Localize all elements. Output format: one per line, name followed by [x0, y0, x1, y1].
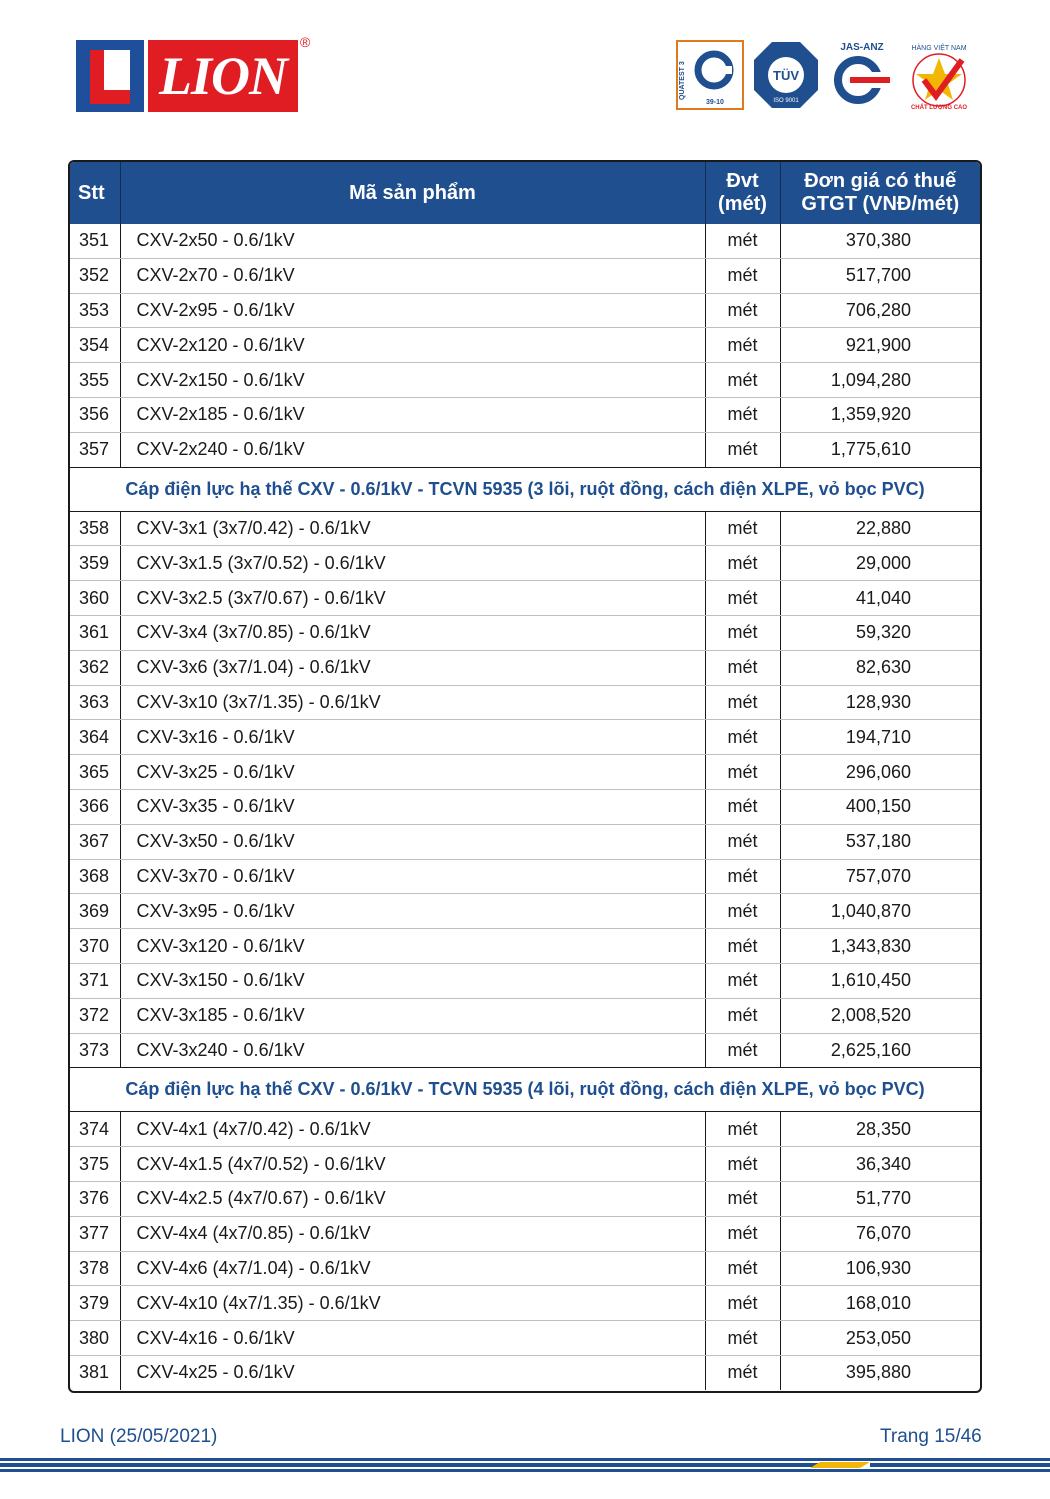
table-row [70, 1147, 980, 1182]
cell-unit: mét [705, 1181, 780, 1216]
cell-stt: 381 [70, 1355, 120, 1389]
cell-stt: 367 [70, 824, 120, 859]
cell-stt: 376 [70, 1181, 120, 1216]
cell-product-code: CXV-3x70 - 0.6/1kV [120, 859, 705, 894]
cell-unit: mét [705, 363, 780, 398]
cell-unit: mét [705, 1286, 780, 1321]
table-row [70, 1321, 980, 1356]
cell-unit: mét [705, 224, 780, 258]
cell-product-code: CXV-2x95 - 0.6/1kV [120, 293, 705, 328]
cell-price: 128,930 [780, 685, 980, 720]
cell-product-code: CXV-3x1 (3x7/0.42) - 0.6/1kV [120, 511, 705, 546]
cell-product-code: CXV-3x1.5 (3x7/0.52) - 0.6/1kV [120, 546, 705, 581]
cell-product-code: CXV-4x16 - 0.6/1kV [120, 1321, 705, 1356]
cell-price: 82,630 [780, 650, 980, 685]
table-header-row [70, 162, 980, 224]
cell-unit: mét [705, 685, 780, 720]
cell-unit: mét [705, 859, 780, 894]
table-row [70, 546, 980, 581]
cell-price: 106,930 [780, 1251, 980, 1286]
cell-stt: 354 [70, 328, 120, 363]
registered-mark: ® [300, 34, 311, 50]
cell-price: 296,060 [780, 755, 980, 790]
table-row [70, 511, 980, 546]
cell-product-code: CXV-2x185 - 0.6/1kV [120, 397, 705, 432]
cell-stt: 371 [70, 963, 120, 998]
cell-price: 921,900 [780, 328, 980, 363]
cell-unit: mét [705, 894, 780, 929]
table-row [70, 859, 980, 894]
section-title: Cáp điện lực hạ thế CXV - 0.6/1kV - TCVN 5935 (4 lõi, ruột đồng, cách điện XLPE, vỏ bọc PVC) [70, 1068, 980, 1112]
table-row [70, 685, 980, 720]
cell-product-code: CXV-4x1 (4x7/0.42) - 0.6/1kV [120, 1112, 705, 1147]
cell-product-code: CXV-3x35 - 0.6/1kV [120, 789, 705, 824]
header-unit-line1: Đvt [726, 170, 759, 192]
cell-price: 1,775,610 [780, 432, 980, 467]
cell-stt: 380 [70, 1321, 120, 1356]
cell-stt: 373 [70, 1033, 120, 1068]
table-row [70, 397, 980, 432]
cell-unit: mét [705, 998, 780, 1033]
cell-price: 1,359,920 [780, 397, 980, 432]
cell-unit: mét [705, 1147, 780, 1182]
cell-product-code: CXV-3x10 (3x7/1.35) - 0.6/1kV [120, 685, 705, 720]
cell-product-code: CXV-3x150 - 0.6/1kV [120, 963, 705, 998]
certification-logos [676, 40, 976, 110]
quatest3-logo [676, 40, 744, 110]
cell-price: 1,040,870 [780, 894, 980, 929]
cell-product-code: CXV-4x10 (4x7/1.35) - 0.6/1kV [120, 1286, 705, 1321]
cell-price: 1,343,830 [780, 929, 980, 964]
cell-stt: 369 [70, 894, 120, 929]
table-body [70, 224, 980, 1390]
cell-stt: 365 [70, 755, 120, 790]
cell-stt: 364 [70, 720, 120, 755]
cell-price: 59,320 [780, 615, 980, 650]
cell-unit: mét [705, 650, 780, 685]
cell-stt: 374 [70, 1112, 120, 1147]
cell-price: 1,094,280 [780, 363, 980, 398]
cell-stt: 377 [70, 1216, 120, 1251]
table-row [70, 650, 980, 685]
header-price-line2: GTGT (VNĐ/mét) [801, 193, 960, 215]
cell-unit: mét [705, 581, 780, 616]
cell-unit: mét [705, 615, 780, 650]
cell-unit: mét [705, 1355, 780, 1389]
header-unit [705, 162, 780, 224]
cell-product-code: CXV-3x4 (3x7/0.85) - 0.6/1kV [120, 615, 705, 650]
tuv-label: TÜV [773, 68, 799, 83]
table-row [70, 720, 980, 755]
cell-unit: mét [705, 1321, 780, 1356]
cell-unit: mét [705, 397, 780, 432]
cell-product-code: CXV-2x120 - 0.6/1kV [120, 328, 705, 363]
cell-price: 706,280 [780, 293, 980, 328]
cell-price: 2,008,520 [780, 998, 980, 1033]
cell-unit: mét [705, 755, 780, 790]
cell-price: 36,340 [780, 1147, 980, 1182]
cell-price: 51,770 [780, 1181, 980, 1216]
cell-price: 2,625,160 [780, 1033, 980, 1068]
cell-product-code: CXV-4x6 (4x7/1.04) - 0.6/1kV [120, 1251, 705, 1286]
table-row [70, 432, 980, 467]
header-unit-line2: (mét) [718, 193, 767, 215]
cell-stt: 359 [70, 546, 120, 581]
cell-price: 28,350 [780, 1112, 980, 1147]
section-title: Cáp điện lực hạ thế CXV - 0.6/1kV - TCVN 5935 (3 lõi, ruột đồng, cách điện XLPE, vỏ bọc PVC) [70, 467, 980, 511]
header-price [780, 162, 980, 224]
cell-price: 370,380 [780, 224, 980, 258]
cell-stt: 351 [70, 224, 120, 258]
cell-stt: 356 [70, 397, 120, 432]
table-row [70, 258, 980, 293]
cell-unit: mét [705, 1216, 780, 1251]
table-row [70, 755, 980, 790]
cell-stt: 375 [70, 1147, 120, 1182]
cell-price: 22,880 [780, 511, 980, 546]
table-row [70, 1251, 980, 1286]
cell-product-code: CXV-3x2.5 (3x7/0.67) - 0.6/1kV [120, 581, 705, 616]
cell-price: 517,700 [780, 258, 980, 293]
header-stt: Stt [70, 162, 120, 224]
cell-product-code: CXV-2x150 - 0.6/1kV [120, 363, 705, 398]
section-header-row [70, 1068, 980, 1112]
cell-product-code: CXV-3x95 - 0.6/1kV [120, 894, 705, 929]
cell-unit: mét [705, 963, 780, 998]
cell-stt: 357 [70, 432, 120, 467]
cell-product-code: CXV-3x240 - 0.6/1kV [120, 1033, 705, 1068]
cell-product-code: CXV-2x50 - 0.6/1kV [120, 224, 705, 258]
table-row [70, 998, 980, 1033]
lion-logo [76, 40, 296, 112]
cell-product-code: CXV-3x25 - 0.6/1kV [120, 755, 705, 790]
cell-unit: mét [705, 328, 780, 363]
footer-date: LION (25/05/2021) [60, 1426, 218, 1447]
jas-anz-label: JAS-ANZ [840, 42, 884, 53]
cell-stt: 355 [70, 363, 120, 398]
cell-stt: 379 [70, 1286, 120, 1321]
cell-stt: 368 [70, 859, 120, 894]
cell-product-code: CXV-2x70 - 0.6/1kV [120, 258, 705, 293]
cell-product-code: CXV-2x240 - 0.6/1kV [120, 432, 705, 467]
cell-price: 76,070 [780, 1216, 980, 1251]
cell-price: 29,000 [780, 546, 980, 581]
table-row [70, 363, 980, 398]
cell-product-code: CXV-4x25 - 0.6/1kV [120, 1355, 705, 1389]
header-price-line1: Đơn giá có thuế [804, 170, 957, 192]
cell-price: 400,150 [780, 789, 980, 824]
cell-product-code: CXV-3x6 (3x7/1.04) - 0.6/1kV [120, 650, 705, 685]
quatest3-number: 39-10 [706, 99, 724, 106]
cell-price: 253,050 [780, 1321, 980, 1356]
lion-logo-text: LION [148, 40, 298, 112]
cell-stt: 358 [70, 511, 120, 546]
cell-stt: 361 [70, 615, 120, 650]
hvn-bottom: CHẤT LƯỢNG CAO [910, 105, 968, 110]
table-row [70, 1286, 980, 1321]
cell-price: 194,710 [780, 720, 980, 755]
cell-price: 41,040 [780, 581, 980, 616]
cell-product-code: CXV-4x1.5 (4x7/0.52) - 0.6/1kV [120, 1147, 705, 1182]
cell-stt: 363 [70, 685, 120, 720]
tuv-iso: ISO 9001 [773, 98, 799, 104]
hvn-top: HÀNG VIỆT NAM [911, 45, 967, 52]
cell-product-code: CXV-3x185 - 0.6/1kV [120, 998, 705, 1033]
table-row [70, 1355, 980, 1389]
cell-unit: mét [705, 546, 780, 581]
table-row [70, 293, 980, 328]
cell-product-code: CXV-3x120 - 0.6/1kV [120, 929, 705, 964]
cell-stt: 370 [70, 929, 120, 964]
table-row [70, 224, 980, 258]
cell-unit: mét [705, 720, 780, 755]
cell-stt: 372 [70, 998, 120, 1033]
cell-stt: 353 [70, 293, 120, 328]
cell-unit: mét [705, 1033, 780, 1068]
header-product: Mã sản phẩm [120, 162, 705, 224]
table-row [70, 328, 980, 363]
cell-price: 537,180 [780, 824, 980, 859]
lion-logo-mark [76, 40, 144, 112]
cell-price: 168,010 [780, 1286, 980, 1321]
table-row [70, 1033, 980, 1068]
cell-stt: 366 [70, 789, 120, 824]
cell-unit: mét [705, 511, 780, 546]
hang-viet-nam-logo [902, 40, 976, 110]
table-row [70, 824, 980, 859]
tuv-logo [752, 40, 820, 110]
cell-unit: mét [705, 1251, 780, 1286]
footer-page-number: Trang 15/46 [880, 1426, 982, 1447]
cell-unit: mét [705, 1112, 780, 1147]
cell-product-code: CXV-3x50 - 0.6/1kV [120, 824, 705, 859]
cell-price: 395,880 [845, 1362, 911, 1383]
table-row [70, 963, 980, 998]
cell-stt: 378 [70, 1251, 120, 1286]
table-row [70, 1216, 980, 1251]
table-row [70, 1112, 980, 1147]
cell-unit: mét [705, 824, 780, 859]
cell-product-code: CXV-4x2.5 (4x7/0.67) - 0.6/1kV [120, 1181, 705, 1216]
table-row [70, 789, 980, 824]
table-row [70, 581, 980, 616]
cell-unit: mét [705, 929, 780, 964]
cell-unit: mét [705, 789, 780, 824]
quatest3-label: QUATEST 3 [679, 61, 686, 100]
cell-price: 757,070 [780, 859, 980, 894]
table-row [70, 1181, 980, 1216]
price-table [68, 160, 982, 1393]
table-row [70, 894, 980, 929]
cell-unit: mét [705, 432, 780, 467]
cell-unit: mét [705, 258, 780, 293]
cell-unit: mét [705, 293, 780, 328]
cell-stt: 362 [70, 650, 120, 685]
cell-stt: 352 [70, 258, 120, 293]
cell-product-code: CXV-3x16 - 0.6/1kV [120, 720, 705, 755]
footer-stripe [0, 1458, 1050, 1472]
cell-stt: 360 [70, 581, 120, 616]
cell-product-code: CXV-4x4 (4x7/0.85) - 0.6/1kV [120, 1216, 705, 1251]
cell-price: 1,610,450 [780, 963, 980, 998]
table-row [70, 615, 980, 650]
table-row [70, 929, 980, 964]
section-header-row [70, 467, 980, 511]
jas-anz-logo [830, 40, 894, 110]
